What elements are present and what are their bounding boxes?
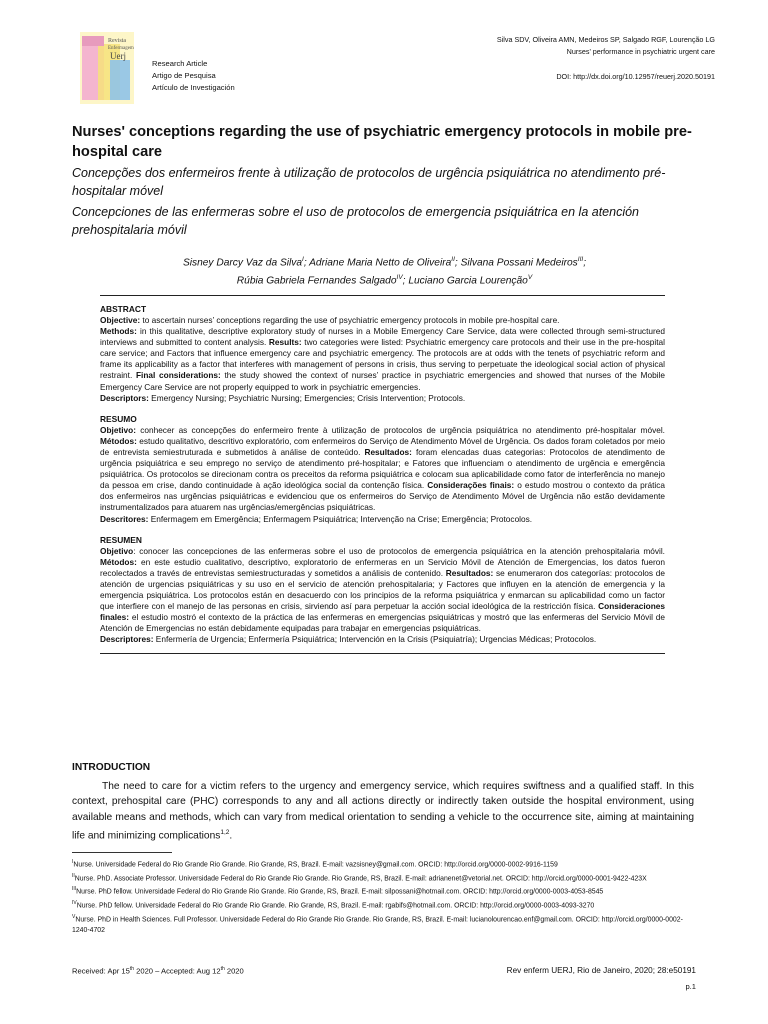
svg-text:Enfermagem: Enfermagem — [108, 46, 134, 51]
abstract-es-heading: RESUMEN — [100, 534, 142, 545]
footnote: $^I$Nurse. Universidade Federal do Rio Grande Rio Grande. Rio Grande, RS, Brazil. E-mail: vazsisney@gmail.com. ORCID: http://orcid.org/0000-0002-9916-1159 — [72, 859, 558, 869]
author-separator: ; — [583, 257, 587, 269]
footnote: $^{IV}$Nurse. PhD fellow. Universidade Federal do Rio Grande Rio Grande. Rio Grande, RS, Brazil. E-mail: rgabifs@hotmail.com. ORCID: http://orcid.org/0000-0003-4093-3270 — [72, 900, 595, 910]
svg-text:Revista: Revista — [108, 38, 126, 44]
page-number: p.1 — [685, 982, 696, 991]
affiliation-footnotes — [72, 857, 697, 936]
author-5: Luciano Garcia Lourenção — [408, 275, 528, 287]
abstract-pt-body: Objetivo: conhecer as concepções do enfermeiro frente à utilização de protocolos de urgência psiquiátrica no atendimento pré-hospitalar móvel. Métodos: estudo qualitativo, descritivo exploratório, com enfermeiros do Serviço de Atendimento Móvel de Urgência. Os dados foram coletados por meio de entrevista semiestruturada e submetidos à análise de conteúdo. Resultados: foram elencadas duas categorias: Protocolos de atendimento de urgência psiquiátrica e seu emprego no serviço de atendimento pré-hospitalar; e Fatores que influenciam o atendimento de urgência e emergência psiquiátrica. Os protocolos se direcionam contra os preceitos da reforma psiquiátrica e colocam sua aplicabilidade como fator de interferência no manejo da pessoa em crise, dando continuidade à ação ideológica social da contenção física. Considerações finais: o estudo mostrou o contexto da prática dos enfermeiros nas urgências psiquiátricas e evidenciou que os enfermeiros do Serviço de Atendimento Móvel de Urgência não estão devidamente instrumentalizados para atuarem nas urgências/emergências psiquiátricas. Descritores: Enfermagem em Emergência; Enfermagem Psiquiátrica; Intervenção na Crise; Emergência; Protocolos. — [100, 424, 665, 524]
article-title-pt: Concepções dos enfermeiros frente à utilização de protocolos de urgência psiquiátrica no atendimento pré-hospitalar móvel — [72, 166, 666, 198]
citation-ref[interactable]: 1,2 — [220, 829, 230, 837]
footnote-divider — [72, 852, 172, 853]
article-title: Nurses' conceptions regarding the use of psychiatric emergency protocols in mobile pre-hospital care — [72, 124, 692, 160]
doi-link[interactable]: DOI: http://dx.doi.org/10.12957/reuerj.2020.50191 — [556, 72, 715, 81]
abstract-en-heading: ABSTRACT — [100, 304, 147, 314]
author-separator: ; — [303, 257, 310, 269]
abstract-en — [100, 303, 665, 404]
author-3-affil: III — [577, 256, 584, 263]
received-accepted-dates: Received: Apr 15th 2020 – Accepted: Aug 12th 2020 — [72, 966, 244, 976]
footnote: $^{III}$Nurse. PhD fellow. Universidade Federal do Rio Grande Rio Grande. Rio Grande, RS, Brazil. E-mail: silpossani@hotmail.com. ORCID: http://orcid.org/0000-0003-4053-8545 — [72, 886, 604, 896]
abstract-section — [100, 295, 665, 654]
article-type-labels — [152, 58, 235, 94]
author-2: Adriane Maria Netto de Oliveira — [309, 257, 452, 269]
author-4-affil: IV — [396, 274, 403, 282]
article-title-es: Concepciones de las enfermeras sobre el uso de protocolos de emergencia psiquiátrica en la atención prehospitalaria móvil — [72, 205, 640, 237]
author-5-affil: V — [527, 274, 533, 282]
author-3: Silvana Possani Medeiros — [460, 257, 578, 269]
author-1-affil: I — [302, 256, 304, 263]
running-authors: Silva SDV, Oliveira AMN, Medeiros SP, Salgado RGF, Lourenção LG — [496, 35, 715, 44]
article-type-en: Research Article — [152, 59, 208, 68]
introduction-paragraph: The need to care for a victim refers to the urgency and emergency service, which requires swiftness and a qualified staff. In this context, prehospital care (PHC) corresponds to any and all actions directly or indirectly taken outside the hospital environment, using available means and methods, which can vary from medical orientation to sending a vehicle to the occurrence site, aiming at maintaining life and minimizing complications$^{1,2}$. — [72, 781, 694, 842]
author-list — [72, 252, 697, 289]
abstract-es — [100, 534, 665, 646]
journal-citation: Rev enferm UERJ, Rio de Janeiro, 2020; 28:e50191 — [506, 966, 696, 975]
journal-logo — [80, 32, 134, 104]
abstract-pt — [100, 413, 665, 525]
running-title: Nurses’ performance in psychiatric urgent care — [566, 46, 715, 56]
author-separator: ; — [454, 257, 461, 269]
abstract-en-body: Objective: to ascertain nurses’ conceptions regarding the use of psychiatric emergency protocols in mobile pre-hospital care. Methods: in this qualitative, descriptive exploratory study of nurses in a Mobile Emergency Care Service, data were collected through semi-structured interviews and submitted to content analysis. Results: two categories were listed: Psychiatric emergency care protocols and their use in the pre-hospital care service; and Factors that influence emergency care and psychiatric emergency. The protocols are at odds with the tenets of psychiatric reform and frame its applicability as a factor that interferes with management of persons in crisis, thus serving to perpetuate the ideological social action of physical restraint. Final considerations: the study showed the context of nurses’ practice in psychiatric emergencies and showed that nurses of the Mobile Emergency Care Service are not properly equipped to work in psychiatric emergencies. Descriptors: Emergency Nursing; Psychiatric Nursing; Emergencies; Crisis Intervention; Protocols. — [100, 315, 665, 403]
article-type-es: Artículo de Investigación — [152, 83, 235, 92]
running-header — [497, 34, 715, 83]
author-separator: ; — [402, 275, 409, 287]
footnote: $^{II}$Nurse. PhD. Associate Professor. Universidade Federal do Rio Grande Rio Grande. Rio Grande, RS, Brazil. E-mail: adrianenet@vetorial.net. ORCID: http://orcid.org/0000-0001-9422-423X — [72, 872, 647, 882]
article-type-pt: Artigo de Pesquisa — [152, 71, 216, 80]
author-1: Sisney Darcy Vaz da Silva — [182, 257, 303, 269]
svg-text:Uerj: Uerj — [110, 51, 126, 61]
author-4: Rúbia Gabriela Fernandes Salgado — [236, 275, 397, 287]
footnote: $^V$Nurse. PhD in Health Sciences. Full Professor. Universidade Federal do Rio Grande Rio Grande. Rio Grande, RS, Brazil. E-mail: lucianolourencao.enf@gmail.com. ORCID: http://orcid.org/0000-0002-1240-4702 — [72, 913, 683, 934]
abstract-pt-heading: RESUMO — [100, 413, 137, 424]
introduction-heading: INTRODUCTION — [72, 762, 151, 773]
author-2-affil: II — [451, 256, 455, 263]
abstract-es-body: Objetivo: conocer las concepciones de las enfermeras sobre el uso de protocolos de emergencia psiquiátrica en la atención prehospitalaria móvil. Métodos: en este estudio cualitativo, descriptivo, exploratorio de enfermeras en un Servicio Móvil de Atención de Emergencias, los datos fueron recolectados a través de entrevistas semiestructuradas y sometidos a análisis de contenido. Resultados: se enumeraron dos categorías: protocolos de atención de urgencias psiquiátricas y su uso en el servicio de atención prehospitalaria; y Factores que influyen en la atención de emergencia y la emergencia psiquiátrica. Los protocolos están en desacuerdo con los principios de la reforma psiquiátrica y enmarcan su aplicabilidad como un factor que interfiere con el manejo de las personas en crisis, sirviendo así para perpetuar la acción social ideológica de la restricción física. Consideraciones finales: el estudio mostró el contexto de la práctica de las enfermeras en emergencias psiquiátricas y mostró que las enfermeras del Servicio Móvil de Atención de Emergencias no están debidamente equipadas para trabajar en emergencias psiquiátricas. Descriptores: Enfermería de Urgencia; Enfermería Psiquiátrica; Intervención en la Crisis (Psiquiatría); Urgencias Médicas; Protocolos. — [100, 545, 666, 645]
